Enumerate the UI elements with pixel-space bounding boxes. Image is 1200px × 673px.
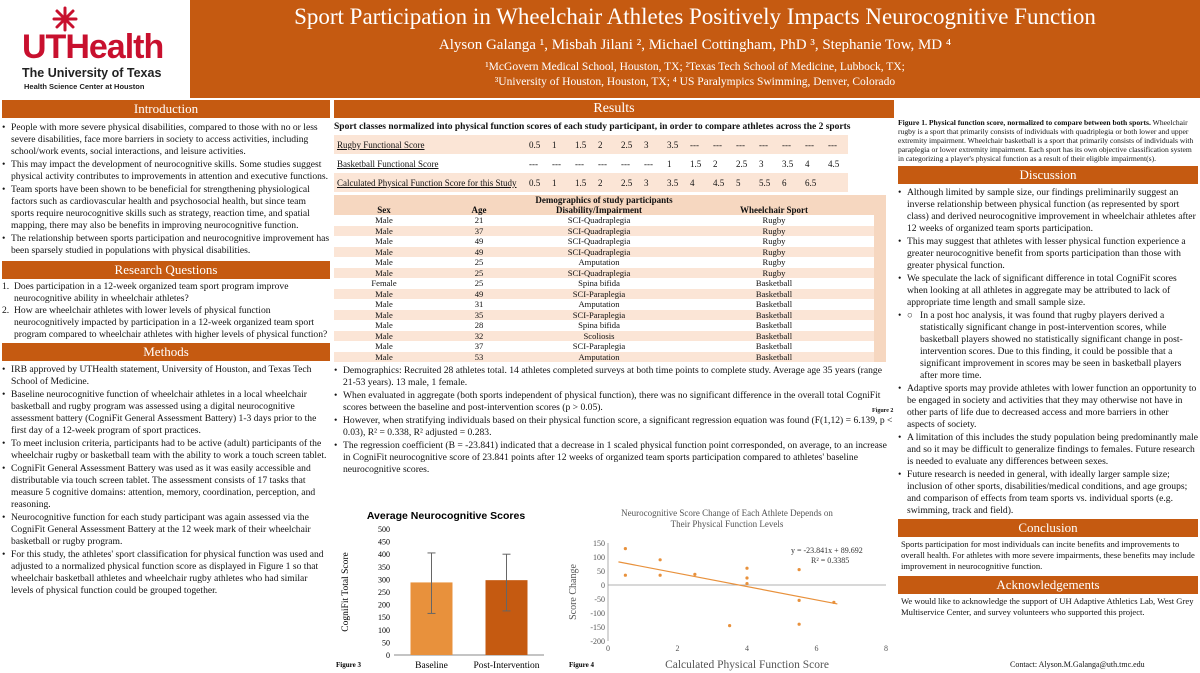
- table-cell: Male: [375, 351, 393, 362]
- table-cell: 25: [474, 278, 484, 288]
- table-cell: Rugby: [762, 236, 786, 246]
- table-cell: 6.5: [805, 177, 817, 188]
- table-cell: 1.5: [575, 177, 587, 188]
- table-cell: Male: [375, 341, 393, 351]
- poster-title: Sport Participation in Wheelchair Athletes Positively Impacts Neurocognitive Function: [294, 4, 1096, 29]
- table-cell: 3.5: [667, 139, 679, 150]
- table-cell: Basketball: [755, 299, 793, 309]
- table-cell: SCI-Paraplegia: [572, 341, 626, 351]
- table-cell: 49: [474, 246, 484, 257]
- list-item: • A limitation of this includes the study population being predominantly male and so it may be difficult to generalize findings to females. Future research is needed to evaluate any differences between sexes.: [898, 432, 1198, 468]
- row-label: Calculated Physical Function Score for this Study: [337, 177, 517, 188]
- table-row: [334, 135, 848, 154]
- table-row: [334, 352, 874, 363]
- discussion-list: [898, 187, 1198, 517]
- table-row: [334, 310, 874, 321]
- section-heading: Conclusion: [898, 519, 1198, 537]
- list-item: • Team sports have been shown to be beneficial for strengthening physiological factors such as cardiovascular health and psychosocial health, but since team sports require neurocognitive skills such as strategy, reaction time, and spatial mapping, there may also be benefits in improving neurocognitive function.: [2, 184, 330, 232]
- table-cell: SCI-Quadraplegia: [567, 246, 631, 257]
- table-cell: 4.5: [713, 177, 725, 188]
- figure-label: Figure 4: [569, 661, 594, 669]
- table-cell: Rugby: [762, 225, 786, 236]
- data-point: [745, 576, 748, 579]
- conclusion-text: Sports participation for most individuals can incite benefits and improvements to overall health. For athletes with more severe impairments, these benefits may include improvement in neurocognitive function.: [901, 539, 1195, 571]
- list-item: • People with more severe physical disabilities, compared to those with no or less severe disabilities, face more barriers in society to access activities, including school/work events, social interactions, and leisure activities.: [2, 122, 330, 158]
- table-cell: 25: [474, 267, 484, 278]
- table-cell: 4: [690, 177, 695, 188]
- list-item: • However, when stratifying individuals based on their physical function score, a significant regression equation was found (F(1,12) = 6.139, p < 0.03), R² = 0.338, R² adjusted = 0.283.: [334, 415, 894, 439]
- table-row: [334, 268, 874, 279]
- table-cell: Male: [375, 225, 393, 236]
- table-cell: Male: [375, 299, 393, 309]
- table-cell: ---: [713, 139, 722, 150]
- logo-wordmark: UTHealth: [22, 28, 164, 66]
- x-tick-label: 0: [606, 644, 610, 653]
- x-tick-label: Post-Intervention: [473, 661, 540, 671]
- list-item: • ○ In a post hoc analysis, it was found that rugby players derived a statistically significant change in post-intervention scores, while basketball players showed no statistically significant change in post-intervention scores. Due to this finding, it could be possible that a significant improvement in scores may be seen in basketball players after more time.: [898, 310, 1198, 382]
- table-cell: Basketball: [755, 341, 793, 351]
- table-cell: ---: [736, 139, 745, 150]
- y-tick-label: -100: [590, 609, 605, 618]
- y-axis-label: Score Change: [568, 564, 579, 620]
- table-cell: ---: [690, 139, 699, 150]
- figure-label: Figure 2: [872, 408, 894, 414]
- table-cell: 31: [474, 299, 484, 309]
- section-heading: Acknowledgements: [898, 576, 1198, 594]
- table-cell: 0.5: [529, 177, 541, 188]
- x-tick-label: 2: [675, 644, 680, 653]
- list-item: • Demographics: Recruited 28 athletes total. 14 athletes completed surveys at both time points to complete study. Average age 35 years (range 21-53 years). 13 male, 1 female.: [334, 365, 894, 389]
- table-cell: Amputation: [578, 351, 620, 362]
- list-item: • When evaluated in aggregate (both sports independent of physical function), there was no significant difference in the overall total CogniFit scores between the baseline and post-intervention scores (p > 0.05).: [334, 390, 894, 414]
- table-cell: Basketball: [755, 278, 793, 288]
- regression-equation: y = -23.841x + 89.692: [791, 546, 863, 555]
- list-item: • The relationship between sports participation and neurocognitive improvement has been sparsely studied in populations with physical disabilities.: [2, 233, 330, 257]
- demographics-table-wrap: [334, 195, 886, 362]
- table-cell: Amputation: [578, 299, 620, 309]
- data-point: [728, 624, 731, 627]
- table-row: [334, 278, 874, 289]
- table-cell: Male: [375, 288, 393, 299]
- list-item: • Neurocognitive function for each study participant was again assessed via the CogniFit General Assessment Battery at the 12 week mark of their wheelchair basketball or rugby program.: [2, 512, 330, 548]
- table-row: [334, 299, 874, 310]
- list-item: • CogniFit General Assessment Battery was used as it was easily accessible and distributable via touch screen tablet. The assessment consists of 17 tasks that measure 5 cognitive domains: attention, memory, coordination, perception, and reasoning.: [2, 463, 330, 511]
- table-row: [334, 236, 874, 247]
- table-caption: Sport classes normalized into physical function scores of each study participant, in order to compare athletes across the 2 sports: [334, 122, 851, 132]
- y-tick-label: 450: [378, 537, 390, 547]
- table-cell: Male: [375, 257, 393, 267]
- table-cell: Rugby: [762, 257, 786, 267]
- middle-column: [334, 100, 894, 671]
- acknowledgement-text: We would like to acknowledge the support of UH Adaptive Athletics Lab, West Grey Multiservice Center, and survey volunteers who supported this project.: [901, 596, 1194, 617]
- figure-1-caption: Figure 1. Physical function score, normalized to compare between both sports. Wheelchair rugby is a sport that primarily consists of individuals with quadriplegia or both lower and upper extremity impairment. Wheelchair basketball is a sport that primarily consists of individuals with paraplegia or lower extremity impairment. Each sport has its own objective classification system in categorizing a player's physical function as a result of their eligible impairment(s).: [898, 118, 1194, 163]
- column-header: Sex: [377, 205, 391, 215]
- y-tick-label: 150: [378, 613, 390, 623]
- list-item: • We speculate the lack of significant difference in total CogniFit scores when looking at all athletes in aggregate may be attributed to lack of appropriate time length and small sample size.: [898, 273, 1198, 309]
- table-cell: Male: [375, 215, 393, 225]
- table-cell: 1: [552, 177, 557, 188]
- table-cell: Male: [375, 267, 393, 278]
- questions-list: [2, 281, 330, 341]
- author-list: Alyson Galanga ¹, Misbah Jilani ², Michael Cottingham, PhD ³, Stephanie Tow, MD ⁴: [438, 37, 952, 53]
- table-cell: 28: [474, 320, 484, 330]
- table-cell: ---: [575, 158, 584, 169]
- table-cell: Scoliosis: [583, 330, 615, 341]
- table-cell: 6: [782, 177, 787, 188]
- section-heading: Discussion: [898, 166, 1198, 184]
- table-row: [334, 331, 874, 342]
- table-cell: Rugby: [762, 246, 786, 257]
- table-cell: ---: [529, 158, 538, 169]
- table-cell: Rugby: [762, 267, 786, 278]
- section-heading: Introduction: [2, 100, 330, 118]
- table-cell: SCI-Quadraplegia: [567, 236, 631, 246]
- list-item: • Although limited by sample size, our findings preliminarily suggest an inverse relationship between physical function (as represented by sport class) and derived neurocognitive improvement in wheelchair athletes after 12 weeks of organized team sports participation.: [898, 187, 1198, 235]
- data-point: [745, 582, 748, 585]
- table-cell: SCI-Paraplegia: [572, 309, 626, 320]
- table-cell: 2: [598, 177, 603, 188]
- table-cell: 2.5: [736, 158, 748, 169]
- y-tick-label: 150: [593, 539, 605, 548]
- table-cell: 4.5: [828, 158, 840, 169]
- table-cell: SCI-Paraplegia: [572, 288, 626, 299]
- table-cell: Amputation: [578, 257, 620, 267]
- chart-title: Neurocognitive Score Change of Each Athlete Depends on: [621, 508, 833, 518]
- table-cell: Basketball: [755, 330, 793, 341]
- list-item: • This may impact the development of neurocognitive skills. Some studies suggest physical activity contributes to improvements in attention and executive functions.: [2, 159, 330, 183]
- table-cell: Basketball: [755, 309, 793, 320]
- table-row: [334, 341, 874, 352]
- scatter-chart: [566, 505, 894, 673]
- left-column: [2, 100, 330, 598]
- table-row: [334, 247, 874, 258]
- logo-subtitle: The University of Texas: [22, 66, 162, 80]
- data-point: [624, 574, 627, 577]
- table-cell: 53: [474, 351, 484, 362]
- table-cell: 37: [474, 341, 484, 351]
- table-cell: Male: [375, 236, 393, 246]
- methods-list: [2, 364, 330, 597]
- data-point: [745, 567, 748, 570]
- section-heading: Results: [334, 100, 894, 118]
- table-cell: Basketball: [755, 288, 793, 299]
- table-cell: ---: [782, 139, 791, 150]
- table-cell: Male: [375, 309, 393, 320]
- data-point: [832, 601, 835, 604]
- table-row: [334, 154, 848, 173]
- data-point: [659, 574, 662, 577]
- x-tick-label: 6: [814, 644, 819, 653]
- contact-email: Contact: Alyson.M.Galanga@uth.tmc.edu: [1010, 660, 1145, 669]
- x-tick-label: 4: [745, 644, 749, 653]
- y-tick-label: 100: [593, 553, 605, 562]
- table-cell: 2: [713, 158, 718, 169]
- table-cell: Basketball: [755, 320, 793, 330]
- data-point: [798, 568, 801, 571]
- logo-subtitle-2: Health Science Center at Houston: [24, 82, 145, 91]
- list-item: • Future research is needed in general, with ideally larger sample size; inclusion of other sports, disabilities/medical conditions, and age groups; and comparison of effects from team sports vs. individual sports (e.g. swimming, track and field).: [898, 469, 1198, 517]
- list-item: • IRB approved by UTHealth statement, University of Houston, and Texas Tech School of Medicine.: [2, 364, 330, 388]
- table-cell: 3: [644, 177, 649, 188]
- table-cell: 35: [474, 309, 484, 320]
- table-cell: Spina bifida: [578, 320, 620, 330]
- list-item: • For this study, the athletes' sport classification for physical function was used and adjusted to a normalized physical function score as displayed in Figure 1 so that wheelchair basketball athletes and wheelchair rugby athletes who had similar levels of physical function could be grouped together.: [2, 549, 330, 597]
- table-cell: Basketball: [755, 351, 793, 362]
- table-cell: Male: [375, 246, 393, 257]
- y-tick-label: 200: [378, 600, 390, 610]
- y-tick-label: 50: [597, 567, 605, 576]
- column-header: Disability/Impairment: [555, 205, 642, 215]
- table-cell: Female: [371, 278, 397, 288]
- logo-area: [0, 0, 190, 98]
- table-title-row: [334, 195, 874, 205]
- y-tick-label: 500: [378, 525, 390, 534]
- column-header: Age: [471, 205, 487, 215]
- table-cell: Male: [375, 320, 393, 330]
- data-point: [798, 623, 801, 626]
- column-header: Wheelchair Sport: [739, 205, 809, 215]
- right-column: [898, 100, 1198, 618]
- bar-chart: [334, 505, 559, 673]
- table-cell: 1: [667, 158, 672, 169]
- table-cell: 1.5: [690, 158, 702, 169]
- data-point: [659, 558, 662, 561]
- table-cell: 3.5: [667, 177, 679, 188]
- table-cell: 21: [474, 215, 484, 225]
- list-item: 1. Does participation in a 12-week organized team sport program improve neurocognitive ability in wheelchair athletes?: [2, 281, 289, 304]
- row-label: Rugby Functional Score: [337, 139, 425, 150]
- y-tick-label: -150: [590, 623, 605, 632]
- table-row: [334, 215, 874, 226]
- table-cell: ---: [644, 158, 653, 169]
- table-cell: Male: [375, 330, 393, 341]
- table-cell: 37: [474, 225, 484, 236]
- y-tick-label: 350: [378, 562, 390, 572]
- list-item: • To meet inclusion criteria, participants had to be active (adult) participants of the wheelchair rugby or basketball team with the ability to work a touch screen tablet.: [2, 438, 330, 462]
- table-cell: SCI-Quadraplegia: [567, 225, 631, 236]
- table-cell: SCI-Quadraplegia: [567, 215, 631, 225]
- intro-list: [2, 122, 330, 257]
- y-tick-label: 0: [386, 651, 390, 660]
- y-tick-label: 0: [601, 581, 605, 590]
- table-row: [334, 320, 874, 331]
- affiliation-line: ¹McGovern Medical School, Houston, TX; ²Texas Tech School of Medicine, Lubbock, TX;: [485, 61, 905, 73]
- table-cell: 2.5: [621, 177, 633, 188]
- table-cell: 32: [474, 330, 484, 341]
- list-item: • The regression coefficient (B = -23.841) indicated that a decrease in 1 scaled physical function point corresponded, on average, to an increase in CogniFit neurocognitive score of 23.841 points after 12 weeks of organized team sports participation compared to athletes' baseline neurocognitive scores.: [334, 440, 894, 476]
- table-cell: ---: [598, 158, 607, 169]
- table-cell: 3: [759, 158, 764, 169]
- table-row: [334, 226, 874, 237]
- table-cell: 0.5: [529, 139, 541, 150]
- chart-title-line-2: Their Physical Function Levels: [670, 519, 784, 529]
- table-row: [334, 289, 874, 300]
- y-tick-label: -50: [594, 595, 605, 604]
- r-squared-label: R² = 0.3385: [811, 556, 850, 565]
- data-point: [693, 573, 696, 576]
- x-tick-label: 8: [884, 644, 888, 653]
- poster-header: [0, 0, 1200, 98]
- table-cell: 49: [474, 236, 484, 246]
- table-cell: 4: [805, 158, 810, 169]
- chart-title: Average Neurocognitive Scores: [366, 510, 526, 522]
- table-cell: 1.5: [575, 139, 587, 150]
- table-cell: 3.5: [782, 158, 794, 169]
- table-cell: Spina bifida: [578, 278, 620, 288]
- table-cell: 49: [474, 288, 484, 299]
- table-cell: ---: [759, 139, 768, 150]
- results-list: [334, 365, 894, 476]
- y-tick-label: -200: [590, 637, 605, 646]
- table-cell: 5.5: [759, 177, 771, 188]
- affiliations: [190, 60, 1200, 90]
- section-heading: Methods: [2, 343, 330, 361]
- table-cell: 1: [552, 139, 557, 150]
- table-title: Demographics of study participants: [535, 195, 673, 205]
- function-score-table: [334, 135, 848, 192]
- trend-line: [618, 562, 837, 604]
- table-cell: 5: [736, 177, 741, 188]
- table-cell: 3: [644, 139, 649, 150]
- y-tick-label: 50: [382, 638, 390, 648]
- x-tick-label: Baseline: [415, 661, 448, 671]
- affiliation-line: ³University of Houston, Houston, TX; ⁴ US Paralympics Swimming, Denver, Colorado: [494, 76, 896, 88]
- table-header-row: [334, 205, 874, 215]
- list-item: • Baseline neurocognitive function of wheelchair athletes in a local wheelchair basketball and rugby program was assessed using a digital neurocognitive assessment battery (CogniFit General Assessment Battery) 1-3 days prior to the first day of a 12-week program of sport practices.: [2, 389, 330, 437]
- y-tick-label: 100: [378, 625, 390, 635]
- table-cell: ---: [828, 139, 837, 150]
- list-item: 2. How are wheelchair athletes with lower levels of physical function neurocognitively impacted by participation in a 12-week organized team sport program compared to wheelchair athletes with higher levels of physical function?: [2, 305, 328, 340]
- data-point: [798, 599, 801, 602]
- table-cell: ---: [805, 139, 814, 150]
- table-cell: [825, 173, 848, 192]
- circle-bullet-icon: • ○: [907, 310, 913, 321]
- y-tick-label: 300: [378, 575, 390, 585]
- table-cell: ---: [552, 158, 561, 169]
- data-point: [624, 547, 627, 550]
- demographics-table: [334, 195, 874, 362]
- y-tick-label: 400: [378, 550, 390, 560]
- table-cell: 25: [474, 257, 484, 267]
- row-label: Basketball Functional Score: [337, 158, 439, 169]
- list-item: • This may suggest that athletes with lesser physical function experience a greater neurocognitive benefit from sports participation than those with greater physical function.: [898, 236, 1198, 272]
- section-heading: Research Questions: [2, 261, 330, 279]
- list-item: • Adaptive sports may provide athletes with lower function an opportunity to be engaged in society and activities that they may otherwise not have in other parts of life due to decreased access and more barriers in other aspects of society.: [898, 383, 1198, 431]
- y-tick-label: 250: [378, 588, 390, 597]
- y-axis-label: CogniFit Total Score: [341, 552, 351, 632]
- table-row: [334, 173, 848, 192]
- figure-label: Figure 3: [336, 661, 361, 669]
- table-cell: ---: [621, 158, 630, 169]
- table-cell: Rugby: [762, 215, 786, 225]
- table-cell: SCI-Quadraplegia: [567, 267, 631, 278]
- table-row: [334, 257, 874, 268]
- table-cell: 2: [598, 139, 603, 150]
- table-cell: 2.5: [621, 139, 633, 150]
- x-axis-label: Calculated Physical Function Score: [665, 659, 829, 671]
